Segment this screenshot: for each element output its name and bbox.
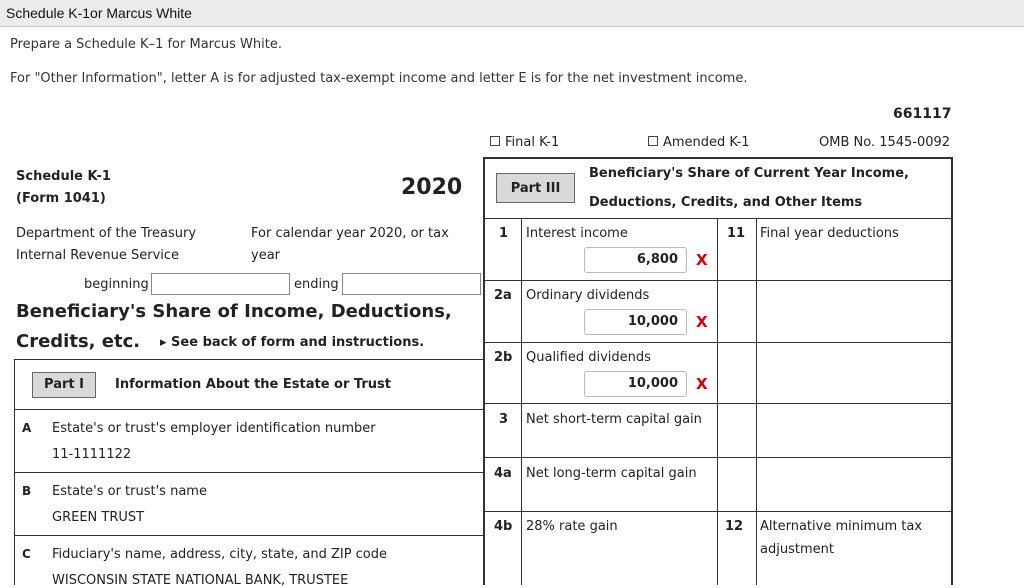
line-4b-number: 4b xyxy=(494,519,513,534)
ein-value[interactable]: 11-1111122 xyxy=(52,447,132,462)
part-3-title-2: Deductions, Credits, and Other Items xyxy=(589,195,863,210)
row-a-letter: A xyxy=(22,421,32,435)
row-b-label: Estate's or trust's name xyxy=(52,484,207,499)
row-b-letter: B xyxy=(22,484,32,498)
line-11-number: 11 xyxy=(727,226,746,241)
line-12-label-2: adjustment xyxy=(760,542,834,557)
dept-irs: Internal Revenue Service xyxy=(16,248,180,263)
final-k1-label: Final K-1 xyxy=(505,135,560,150)
final-k1-box[interactable] xyxy=(490,136,500,146)
line-3-label: Net short-term capital gain xyxy=(526,412,702,427)
amended-k1-box[interactable] xyxy=(648,136,658,146)
form-heading-2: Credits, etc. xyxy=(16,331,141,352)
line-11-label: Final year deductions xyxy=(760,226,899,241)
row-c-label: Fiduciary's name, address, city, state, and ZIP code xyxy=(52,547,388,562)
line-3-number: 3 xyxy=(499,412,509,427)
line-4b-label: 28% rate gain xyxy=(526,519,618,534)
line-2b-label: Qualified dividends xyxy=(526,350,651,365)
part-3-title-1: Beneficiary's Share of Current Year Income, xyxy=(589,166,909,181)
incorrect-x-icon: X xyxy=(696,375,708,393)
part-1-badge: Part I xyxy=(32,372,96,398)
tax-year: 2020 xyxy=(401,175,463,200)
calendar-year-text-2: year xyxy=(251,248,281,263)
amended-k1-label: Amended K-1 xyxy=(663,135,750,150)
window-title: Schedule K-1or Marcus White xyxy=(6,5,192,21)
form-reference: (Form 1041) xyxy=(16,191,106,206)
final-k1-checkbox[interactable] xyxy=(490,135,559,150)
line-2b-number: 2b xyxy=(494,350,513,365)
schedule-title: Schedule K-1 xyxy=(16,169,111,184)
amended-k1-checkbox[interactable] xyxy=(648,135,750,150)
calendar-year-text: For calendar year 2020, or tax xyxy=(251,226,449,241)
row-c-letter: C xyxy=(22,547,31,561)
see-back-note: ▸ See back of form and instructions. xyxy=(160,335,425,350)
ordinary-dividends-input[interactable]: 10,000 xyxy=(584,309,687,335)
ending-label: ending xyxy=(294,277,339,292)
form-heading-1: Beneficiary's Share of Income, Deductions, xyxy=(16,301,452,322)
line-1-label: Interest income xyxy=(526,226,628,241)
line-2a-number: 2a xyxy=(494,288,512,303)
dept-treasury: Department of the Treasury xyxy=(16,226,197,241)
instruction-line-1: Prepare a Schedule K–1 for Marcus White. xyxy=(10,37,282,52)
line-12-label: Alternative minimum tax xyxy=(760,519,923,534)
instruction-line-2: For "Other Information", letter A is for adjusted tax-exempt income and letter E is for the net investment income. xyxy=(10,71,748,86)
ending-date-input[interactable] xyxy=(342,273,481,295)
window-title-bar xyxy=(0,0,1024,27)
incorrect-x-icon: X xyxy=(696,313,708,331)
line-1-number: 1 xyxy=(499,226,509,241)
interest-income-input[interactable]: 6,800 xyxy=(584,247,687,273)
part-3-badge: Part III xyxy=(496,173,575,203)
line-2a-label: Ordinary dividends xyxy=(526,288,650,303)
line-12-number: 12 xyxy=(725,519,744,534)
omb-number: OMB No. 1545-0092 xyxy=(819,135,951,150)
line-4a-label: Net long-term capital gain xyxy=(526,466,697,481)
part-1-title: Information About the Estate or Trust xyxy=(115,377,391,392)
form-code: 661117 xyxy=(893,106,952,122)
incorrect-x-icon: X xyxy=(696,251,708,269)
line-4a-number: 4a xyxy=(494,466,512,481)
trust-name-value[interactable]: GREEN TRUST xyxy=(52,510,145,525)
qualified-dividends-input[interactable]: 10,000 xyxy=(584,371,687,397)
beginning-date-input[interactable] xyxy=(151,273,290,295)
fiduciary-value[interactable]: WISCONSIN STATE NATIONAL BANK, TRUSTEE xyxy=(52,573,349,588)
beginning-label: beginning xyxy=(84,277,149,292)
row-a-label: Estate's or trust's employer identification number xyxy=(52,421,376,436)
